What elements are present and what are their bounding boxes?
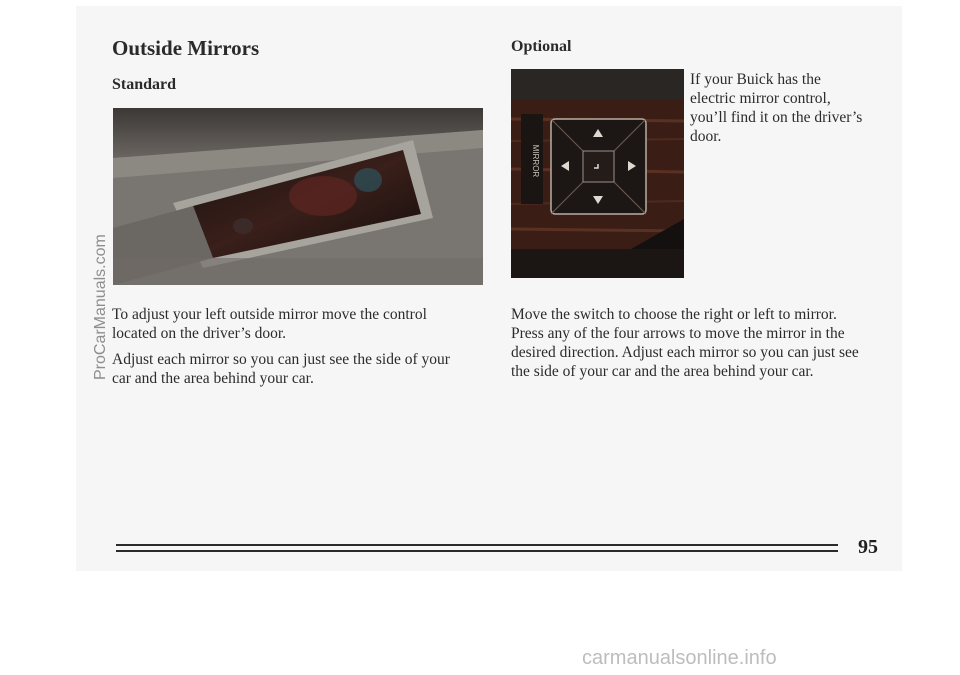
page-title: Outside Mirrors (112, 36, 260, 60)
standard-heading: Standard (112, 76, 177, 93)
standard-adjust-paragraph (112, 305, 427, 343)
optional-text-line: Press any of the four arrows to move the mirror in the (511, 325, 845, 342)
standard-mirror-paragraph (112, 350, 450, 388)
standard-mirror-control-illustration (113, 108, 483, 285)
optional-mirror-switch-photo (511, 69, 684, 278)
optional-text-line: Move the switch to choose the right or left to mirror. (511, 306, 837, 323)
standard-text-line: To adjust your left outside mirror move the control (112, 306, 427, 323)
standard-mirror-control-photo (113, 108, 483, 285)
bottom-watermark: carmanualsonline.info (582, 647, 777, 669)
footer-rule-bottom (116, 550, 838, 552)
optional-intro-line: If your Buick has the (690, 71, 821, 88)
optional-intro-line: door. (690, 128, 722, 145)
optional-heading: Optional (511, 38, 572, 55)
standard-text-line: car and the area behind your car. (112, 370, 314, 387)
optional-text-line: desired direction. Adjust each mirror so you can just see (511, 344, 859, 361)
mirror-switch-label: MIRROR (531, 144, 540, 178)
optional-switch-paragraph (511, 305, 859, 381)
standard-text-line: Adjust each mirror so you can just see the side of your (112, 351, 450, 368)
optional-intro-line: electric mirror control, (690, 90, 831, 107)
optional-text-line: the side of your car and the area behind your car. (511, 363, 814, 380)
standard-text-line: located on the driver’s door. (112, 325, 287, 342)
side-watermark: ProCarManuals.com (92, 234, 109, 380)
optional-mirror-switch-illustration (511, 69, 684, 278)
page-number: 95 (858, 536, 878, 558)
optional-intro-text (690, 70, 862, 146)
optional-intro-line: you’ll find it on the driver’s (690, 109, 863, 126)
footer-rule-top (116, 544, 838, 546)
